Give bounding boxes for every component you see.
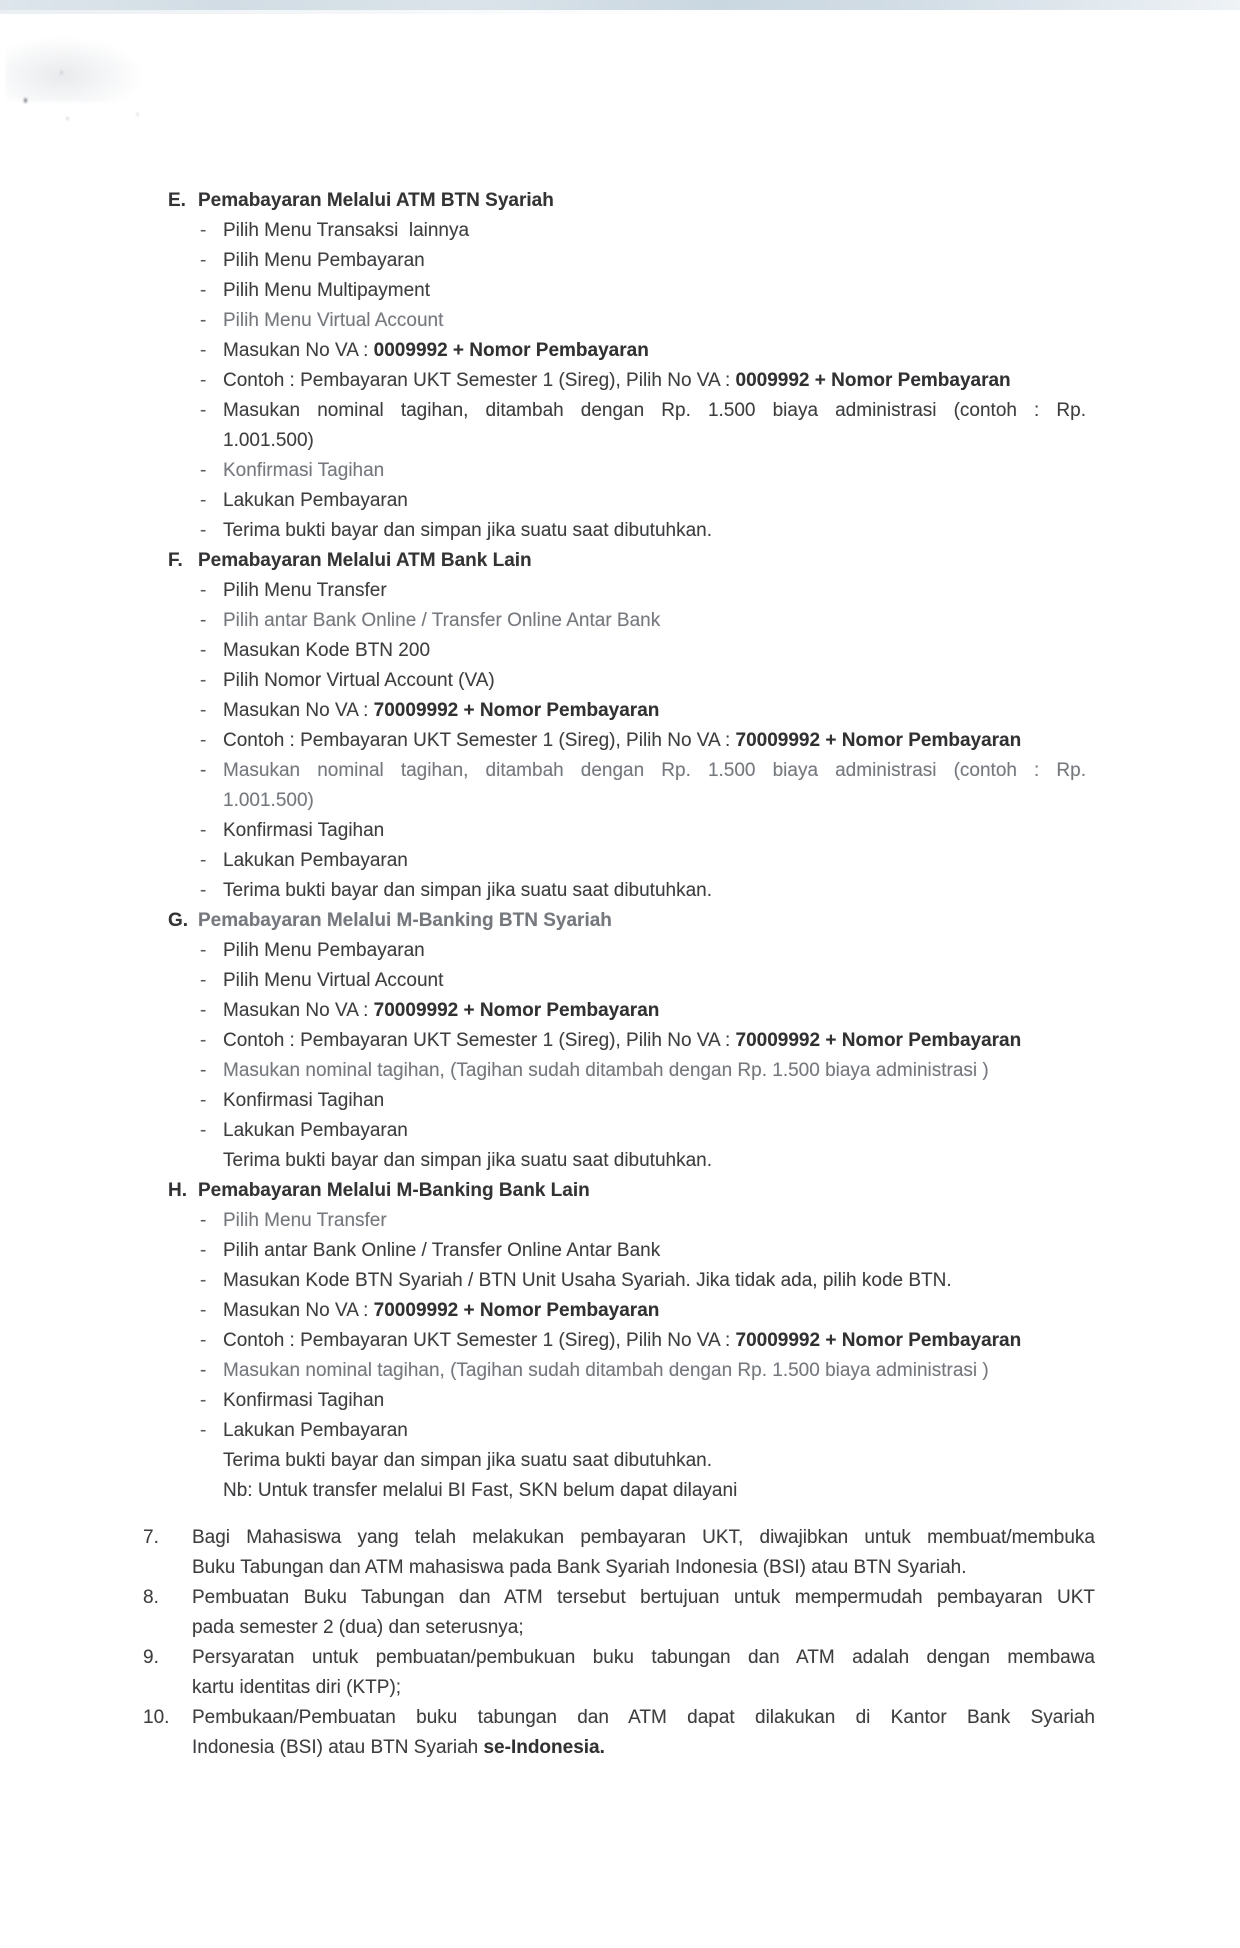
text: Lakukan Pembayaran <box>223 850 408 871</box>
item-line <box>223 696 1086 726</box>
text: Masukan nominal tagihan, (Tagihan sudah ditambah dengan Rp. 1.500 biaya administrasi ) <box>223 1360 989 1381</box>
text: Pilih Menu Transaksi lainnya <box>223 220 470 241</box>
dash-bullet: - <box>200 340 207 361</box>
item-line <box>192 1613 1095 1643</box>
text: Pembukaan/Pembuatan buku tabungan dan ATM dapat dilakukan di Kantor Bank Syariah <box>192 1707 1095 1728</box>
text: Pilih Menu Transfer <box>223 1210 387 1231</box>
text: 1.001.500) <box>223 790 314 811</box>
list-item <box>200 816 1086 846</box>
dash-bullet: - <box>200 1270 207 1291</box>
dash-bullet: - <box>200 1240 207 1261</box>
dash-bullet: - <box>200 940 207 961</box>
dash-bullet: - <box>200 670 207 691</box>
item-line <box>223 216 1086 246</box>
text: Pilih Menu Virtual Account <box>223 970 444 991</box>
item-line <box>223 786 1086 816</box>
text: Pilih Menu Pembayaran <box>223 940 425 961</box>
list-item <box>200 606 1086 636</box>
text: Pilih Nomor Virtual Account (VA) <box>223 670 495 691</box>
list-item <box>200 1476 1086 1506</box>
item-number: 8. <box>143 1587 159 1608</box>
section-letter: G. <box>168 910 189 931</box>
dash-bullet: - <box>200 1390 207 1411</box>
item-line <box>223 486 1086 516</box>
text: Masukan Kode BTN Syariah / BTN Unit Usaha Syariah. Jika tidak ada, pilih kode BTN. <box>223 1270 952 1291</box>
dash-bullet: - <box>200 400 207 421</box>
text: Pilih Menu Multipayment <box>223 280 430 301</box>
list-item <box>200 846 1086 876</box>
item-line <box>223 456 1086 486</box>
item-line <box>223 276 1086 306</box>
item-line <box>192 1553 1095 1583</box>
list-item <box>200 696 1086 726</box>
text: Pilih Menu Pembayaran <box>223 250 425 271</box>
text: kartu identitas diri (KTP); <box>192 1677 402 1698</box>
section-title: Pemabayaran Melalui ATM BTN Syariah <box>198 190 554 211</box>
list-item <box>200 1356 1086 1386</box>
text: Pembuatan Buku Tabungan dan ATM tersebut bertujuan untuk mempermudah pembayaran UKT <box>192 1587 1095 1608</box>
text: Contoh : Pembayaran UKT Semester 1 (Sireg), Pilih No VA : <box>223 730 736 751</box>
item-line <box>192 1733 1095 1763</box>
numbered-item <box>143 1583 1095 1643</box>
dash-bullet: - <box>200 610 207 631</box>
text: Konfirmasi Tagihan <box>223 1390 385 1411</box>
text: Terima bukti bayar dan simpan jika suatu saat dibutuhkan. <box>223 520 712 541</box>
list-item <box>200 1446 1086 1476</box>
section-letter: E. <box>168 190 186 211</box>
text: Masukan No VA : <box>223 1300 374 1321</box>
bold-text: 0009992 + Nomor Pembayaran <box>373 340 649 361</box>
item-line <box>223 816 1086 846</box>
item-line <box>223 246 1086 276</box>
text: Lakukan Pembayaran <box>223 1120 408 1141</box>
section-title: Pemabayaran Melalui ATM Bank Lain <box>198 550 532 571</box>
list-item <box>200 276 1086 306</box>
section <box>168 546 1095 906</box>
text: Lakukan Pembayaran <box>223 490 408 511</box>
bold-text: 70009992 + Nomor Pembayaran <box>373 700 660 721</box>
list-item <box>200 1116 1086 1146</box>
text: Pilih Menu Virtual Account <box>223 310 444 331</box>
dash-bullet: - <box>200 520 207 541</box>
list-item <box>200 1236 1086 1266</box>
text: Terima bukti bayar dan simpan jika suatu saat dibutuhkan. <box>223 1450 712 1471</box>
text: Konfirmasi Tagihan <box>223 1090 385 1111</box>
section-letter: H. <box>168 1180 187 1201</box>
item-line <box>223 396 1086 426</box>
list-item <box>200 306 1086 336</box>
dash-bullet: - <box>200 250 207 271</box>
list-item <box>200 966 1086 996</box>
text: Pilih antar Bank Online / Transfer Online Antar Bank <box>223 1240 661 1261</box>
list-item <box>200 216 1086 246</box>
bold-text: 70009992 + Nomor Pembayaran <box>735 1030 1022 1051</box>
item-line <box>223 606 1086 636</box>
text: Nb: Untuk transfer melalui BI Fast, SKN belum dapat dilayani <box>223 1480 738 1501</box>
list-item <box>200 1206 1086 1236</box>
text: Bagi Mahasiswa yang telah melakukan pembayaran UKT, diwajibkan untuk membuat/membuka <box>192 1527 1095 1548</box>
text: Buku Tabungan dan ATM mahasiswa pada Bank Syariah Indonesia (BSI) atau BTN Syariah. <box>192 1557 967 1578</box>
text: Contoh : Pembayaran UKT Semester 1 (Sireg), Pilih No VA : <box>223 370 736 391</box>
text: Indonesia (BSI) atau BTN Syariah <box>192 1737 484 1758</box>
text: Masukan No VA : <box>223 340 374 361</box>
item-number: 7. <box>143 1527 159 1548</box>
item-line <box>223 516 1086 546</box>
list-item <box>200 336 1086 366</box>
dash-bullet: - <box>200 730 207 751</box>
dash-bullet: - <box>200 460 207 481</box>
dash-bullet: - <box>200 220 207 241</box>
list-item <box>200 396 1086 456</box>
item-line <box>223 1236 1086 1266</box>
list-item <box>200 636 1086 666</box>
section <box>168 906 1095 1176</box>
text: Masukan nominal tagihan, ditambah dengan Rp. 1.500 biaya administrasi (contoh : Rp. <box>223 400 1086 421</box>
dash-bullet: - <box>200 1090 207 1111</box>
item-number: 10. <box>143 1707 170 1728</box>
item-line <box>223 1446 1086 1476</box>
dash-bullet: - <box>200 1330 207 1351</box>
list-item <box>200 516 1086 546</box>
list-item <box>200 1086 1086 1116</box>
section-title: Pemabayaran Melalui M-Banking BTN Syariah <box>198 910 612 931</box>
text: Konfirmasi Tagihan <box>223 820 385 841</box>
bold-text: 0009992 + Nomor Pembayaran <box>735 370 1011 391</box>
item-line <box>223 576 1086 606</box>
item-line <box>223 756 1086 786</box>
dash-bullet: - <box>200 850 207 871</box>
bold-text: 70009992 + Nomor Pembayaran <box>735 730 1022 751</box>
text: Masukan Kode BTN 200 <box>223 640 431 661</box>
item-line <box>223 936 1086 966</box>
text: Lakukan Pembayaran <box>223 1420 408 1441</box>
item-line <box>192 1703 1095 1733</box>
dash-bullet: - <box>200 970 207 991</box>
list-item <box>200 1296 1086 1326</box>
dash-bullet: - <box>200 760 207 781</box>
item-line <box>192 1673 1095 1703</box>
dash-bullet: - <box>200 1360 207 1381</box>
list-item <box>200 1266 1086 1296</box>
item-line <box>223 1296 1086 1326</box>
list-item <box>200 1146 1086 1176</box>
section <box>168 186 1095 546</box>
dash-bullet: - <box>200 1420 207 1441</box>
list-item <box>200 1026 1086 1056</box>
dash-bullet: - <box>200 280 207 301</box>
item-line <box>223 846 1086 876</box>
item-line <box>223 1026 1086 1056</box>
text: Pilih antar Bank Online / Transfer Online Antar Bank <box>223 610 661 631</box>
list-item <box>200 1416 1086 1446</box>
list-item <box>200 936 1086 966</box>
dash-bullet: - <box>200 1210 207 1231</box>
dash-bullet: - <box>200 1120 207 1141</box>
item-line <box>223 336 1086 366</box>
item-line <box>223 996 1086 1026</box>
item-line <box>192 1523 1095 1553</box>
section-heading <box>168 186 1095 216</box>
item-line <box>223 1266 1086 1296</box>
item-line <box>223 1206 1086 1236</box>
text: Masukan No VA : <box>223 700 374 721</box>
payment-instruction-sections <box>168 186 1095 1506</box>
dash-bullet: - <box>200 700 207 721</box>
item-line <box>223 426 1086 456</box>
numbered-item <box>143 1703 1095 1763</box>
dash-bullet: - <box>200 490 207 511</box>
item-line <box>223 1326 1086 1356</box>
item-line <box>192 1583 1095 1613</box>
item-line <box>223 876 1086 906</box>
dash-bullet: - <box>200 580 207 601</box>
list-item <box>200 366 1086 396</box>
numbered-item <box>143 1643 1095 1703</box>
list-item <box>200 756 1086 816</box>
item-line <box>223 966 1086 996</box>
item-line <box>223 1476 1086 1506</box>
list-item <box>200 1326 1086 1356</box>
text: Masukan No VA : <box>223 1000 374 1021</box>
section-heading <box>168 906 1095 936</box>
list-item <box>200 666 1086 696</box>
item-line <box>223 726 1086 756</box>
text: Contoh : Pembayaran UKT Semester 1 (Sireg), Pilih No VA : <box>223 1330 736 1351</box>
list-item <box>200 486 1086 516</box>
text: Contoh : Pembayaran UKT Semester 1 (Sireg), Pilih No VA : <box>223 1030 736 1051</box>
item-line <box>223 1386 1086 1416</box>
list-item <box>200 1386 1086 1416</box>
text: Terima bukti bayar dan simpan jika suatu saat dibutuhkan. <box>223 880 712 901</box>
item-line <box>223 636 1086 666</box>
item-line <box>223 1056 1086 1086</box>
item-line <box>223 1356 1086 1386</box>
item-line <box>223 1416 1086 1446</box>
item-line <box>223 666 1086 696</box>
dash-bullet: - <box>200 820 207 841</box>
item-line <box>223 1116 1086 1146</box>
list-item <box>200 246 1086 276</box>
bold-text: 70009992 + Nomor Pembayaran <box>735 1330 1022 1351</box>
dash-bullet: - <box>200 880 207 901</box>
dash-bullet: - <box>200 370 207 391</box>
section <box>168 1176 1095 1506</box>
list-item <box>200 876 1086 906</box>
item-line <box>223 1146 1086 1176</box>
section-title: Pemabayaran Melalui M-Banking Bank Lain <box>198 1180 590 1201</box>
text: Masukan nominal tagihan, (Tagihan sudah ditambah dengan Rp. 1.500 biaya administrasi ) <box>223 1060 989 1081</box>
dash-bullet: - <box>200 640 207 661</box>
bold-text: 70009992 + Nomor Pembayaran <box>373 1300 660 1321</box>
section-heading <box>168 1176 1095 1206</box>
text: Terima bukti bayar dan simpan jika suatu saat dibutuhkan. <box>223 1150 712 1171</box>
list-item <box>200 576 1086 606</box>
text: 1.001.500) <box>223 430 314 451</box>
list-item <box>200 726 1086 756</box>
section-letter: F. <box>168 550 183 571</box>
dash-bullet: - <box>200 1000 207 1021</box>
text: Konfirmasi Tagihan <box>223 460 385 481</box>
dash-bullet: - <box>200 1060 207 1081</box>
numbered-notes-list <box>143 1523 1095 1763</box>
bold-text: 70009992 + Nomor Pembayaran <box>373 1000 660 1021</box>
list-item <box>200 456 1086 486</box>
item-line <box>223 366 1086 396</box>
dash-bullet: - <box>200 1030 207 1051</box>
item-line <box>223 1086 1086 1116</box>
text: Pilih Menu Transfer <box>223 580 387 601</box>
item-line <box>223 306 1086 336</box>
dash-bullet: - <box>200 310 207 331</box>
bold-text: se-Indonesia. <box>483 1737 605 1758</box>
numbered-item <box>143 1523 1095 1583</box>
text: Persyaratan untuk pembuatan/pembukuan buku tabungan dan ATM adalah dengan membawa <box>192 1647 1095 1668</box>
text: pada semester 2 (dua) dan seterusnya; <box>192 1617 524 1638</box>
section-heading <box>168 546 1095 576</box>
dash-bullet: - <box>200 1300 207 1321</box>
list-item <box>200 1056 1086 1086</box>
item-line <box>192 1643 1095 1673</box>
item-number: 9. <box>143 1647 159 1668</box>
list-item <box>200 996 1086 1026</box>
text: Masukan nominal tagihan, ditambah dengan Rp. 1.500 biaya administrasi (contoh : Rp. <box>223 760 1086 781</box>
